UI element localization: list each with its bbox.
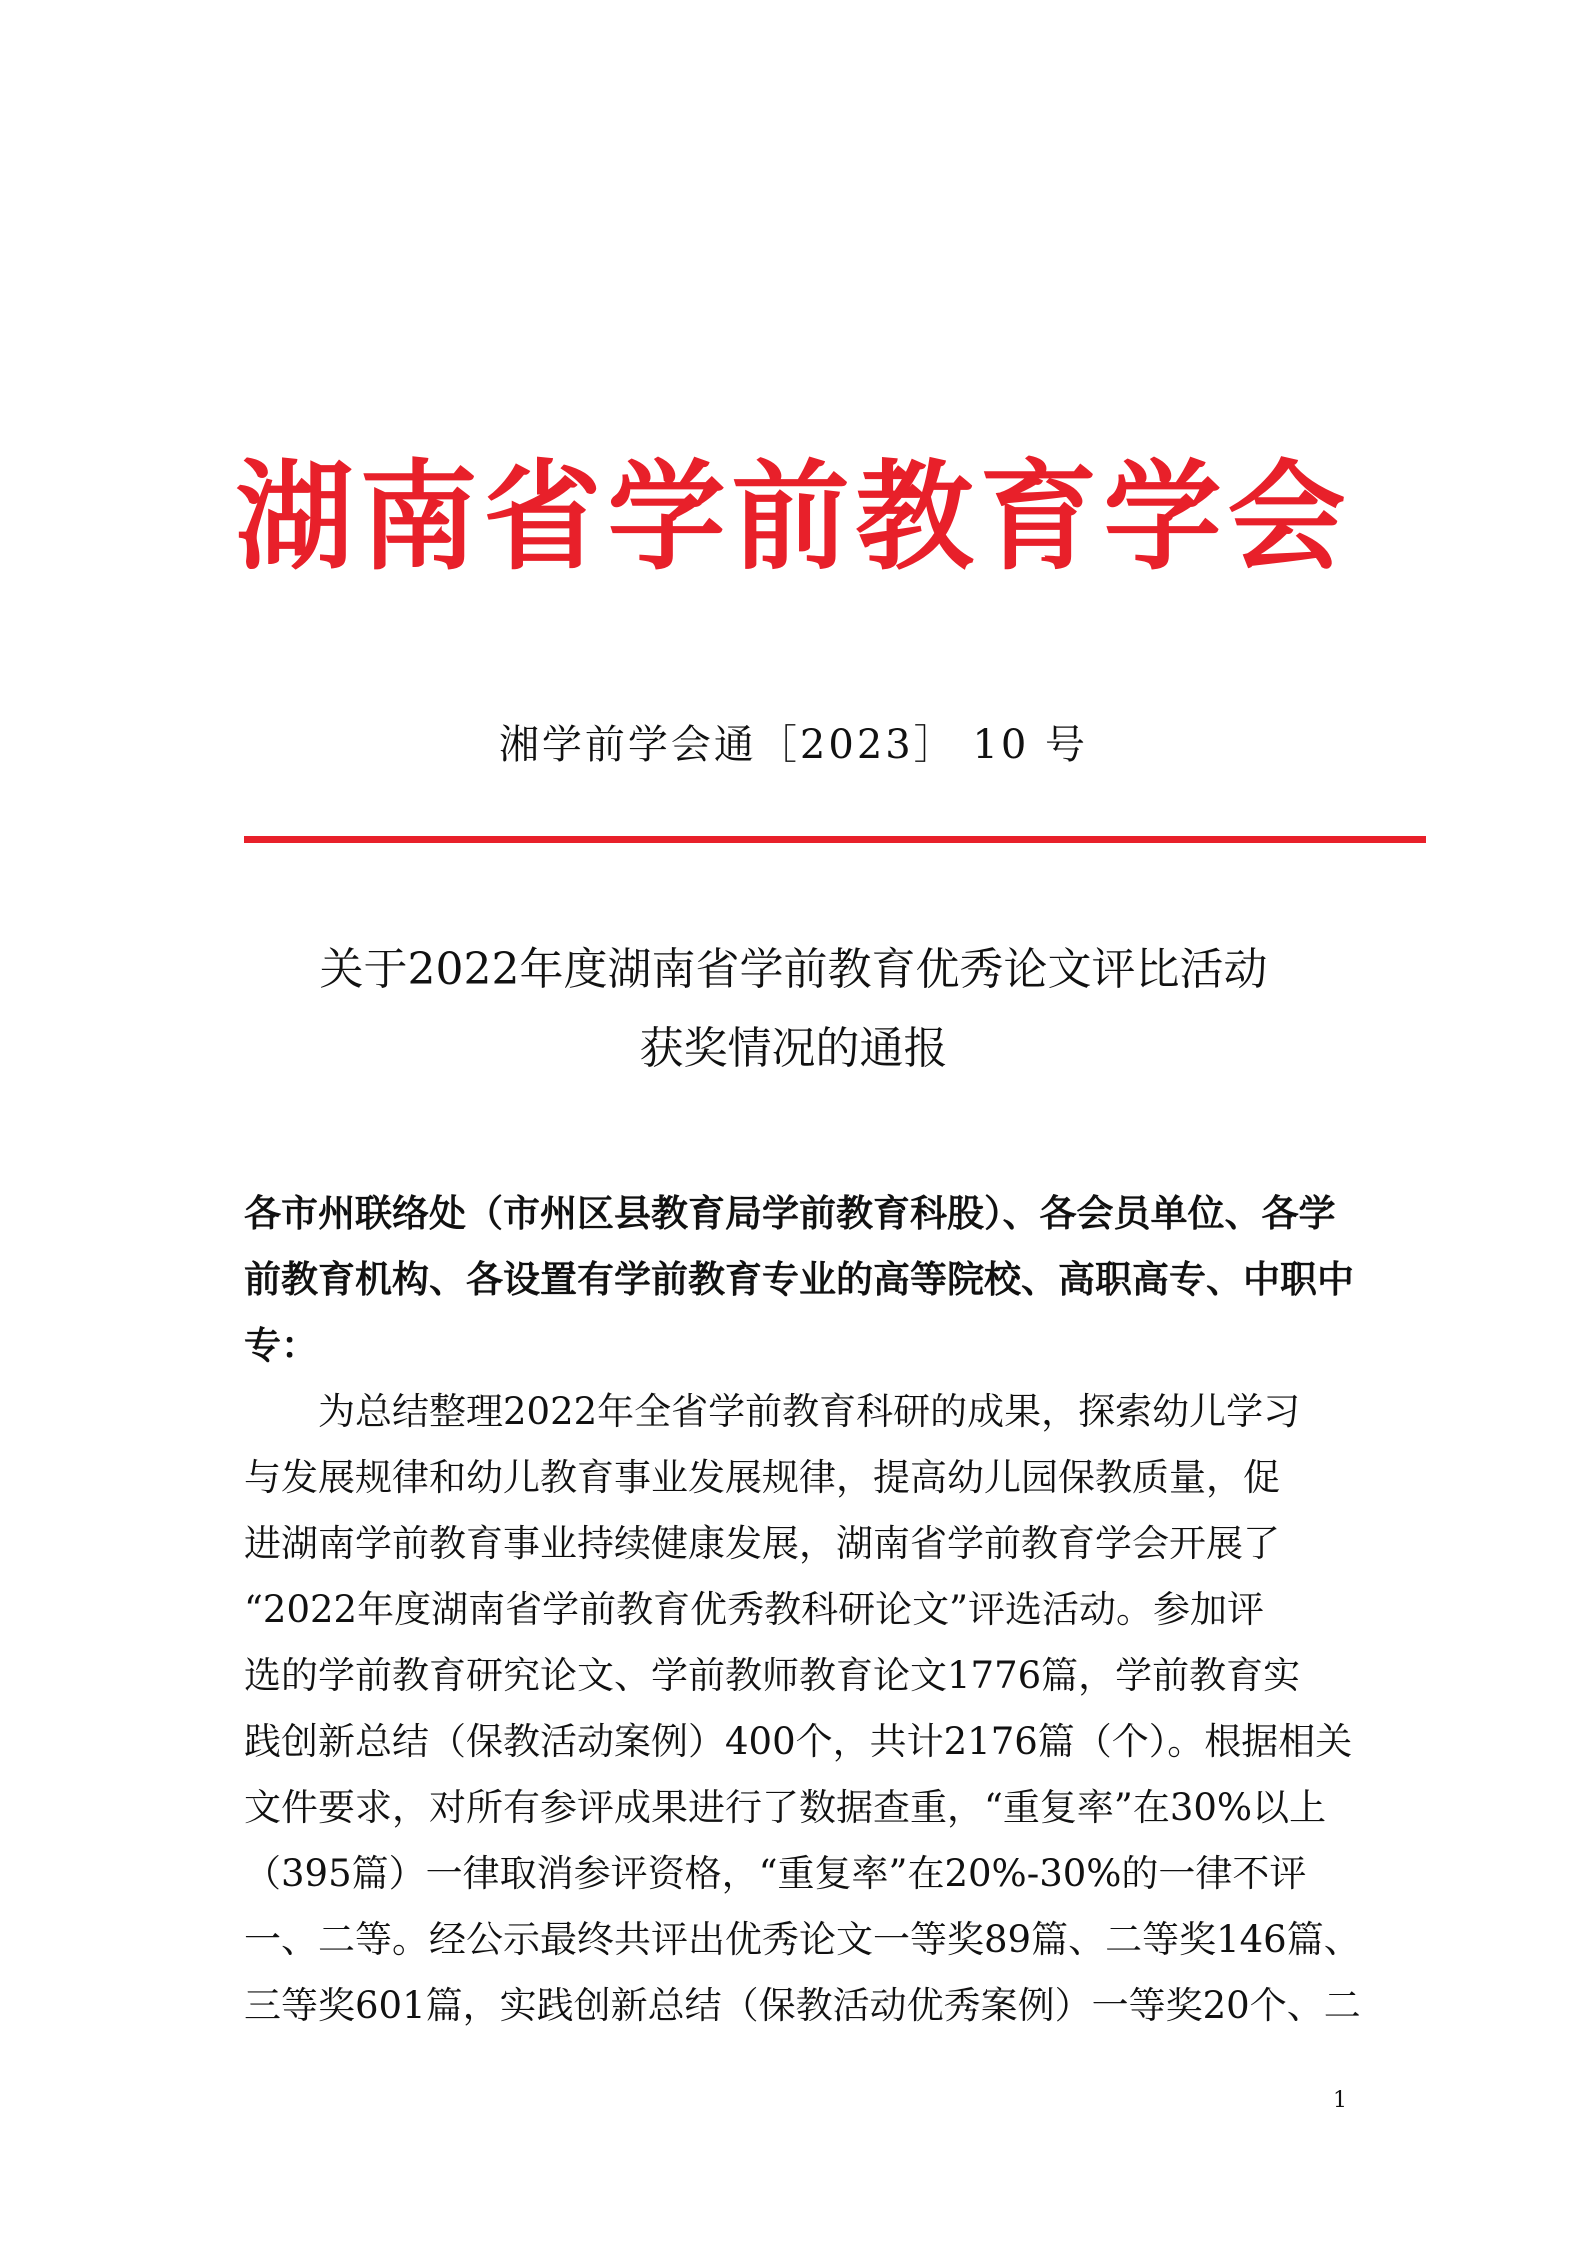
recipients-line: 各市州联络处（市州区县教育局学前教育科股）、各会员单位、各学 (244, 1191, 1336, 1235)
body-text-line: 践创新总结（保教活动案例）400个，共计2176篇（个）。根据相关 (244, 1720, 1353, 1763)
document-title-line-1: 关于2022年度湖南省学前教育优秀论文评比活动 (319, 944, 1268, 995)
body-text-line: 一、二等。经公示最终共评出优秀论文一等奖89篇、二等奖146篇、 (244, 1918, 1361, 1961)
document-number: 湘学前学会通［2023］ 10 号 (498, 722, 1089, 768)
page-number: 1 (1333, 2088, 1347, 2113)
organization-header-title: 湖南省学前教育学会 (235, 448, 1352, 586)
body-text-line: 进湖南学前教育事业持续健康发展，湖南省学前教育学会开展了 (244, 1522, 1280, 1565)
body-text-line: 与发展规律和幼儿教育事业发展规律，提高幼儿园保教质量，促 (244, 1456, 1280, 1499)
red-divider-rule (244, 836, 1426, 843)
body-text-line: 选的学前教育研究论文、学前教师教育论文1776篇，学前教育实 (244, 1654, 1301, 1697)
recipients-line: 前教育机构、各设置有学前教育专业的高等院校、高职高专、中职中 (244, 1257, 1354, 1301)
body-text-line: 为总结整理2022年全省学前教育科研的成果，探索幼儿学习 (244, 1390, 1301, 1433)
body-text-line: 三等奖601篇，实践创新总结（保教活动优秀案例）一等奖20个、二 (244, 1984, 1361, 2027)
body-text-line: 文件要求，对所有参评成果进行了数据查重，“重复率”在30%以上 (244, 1786, 1327, 1829)
body-text-line: （395篇）一律取消参评资格，“重复率”在20%-30%的一律不评 (244, 1852, 1307, 1895)
document-title-line-2: 获奖情况的通报 (639, 1023, 948, 1074)
body-text-line: “2022年度湖南省学前教育优秀教科研论文”评选活动。参加评 (244, 1588, 1264, 1631)
recipients-line: 专： (244, 1323, 318, 1367)
